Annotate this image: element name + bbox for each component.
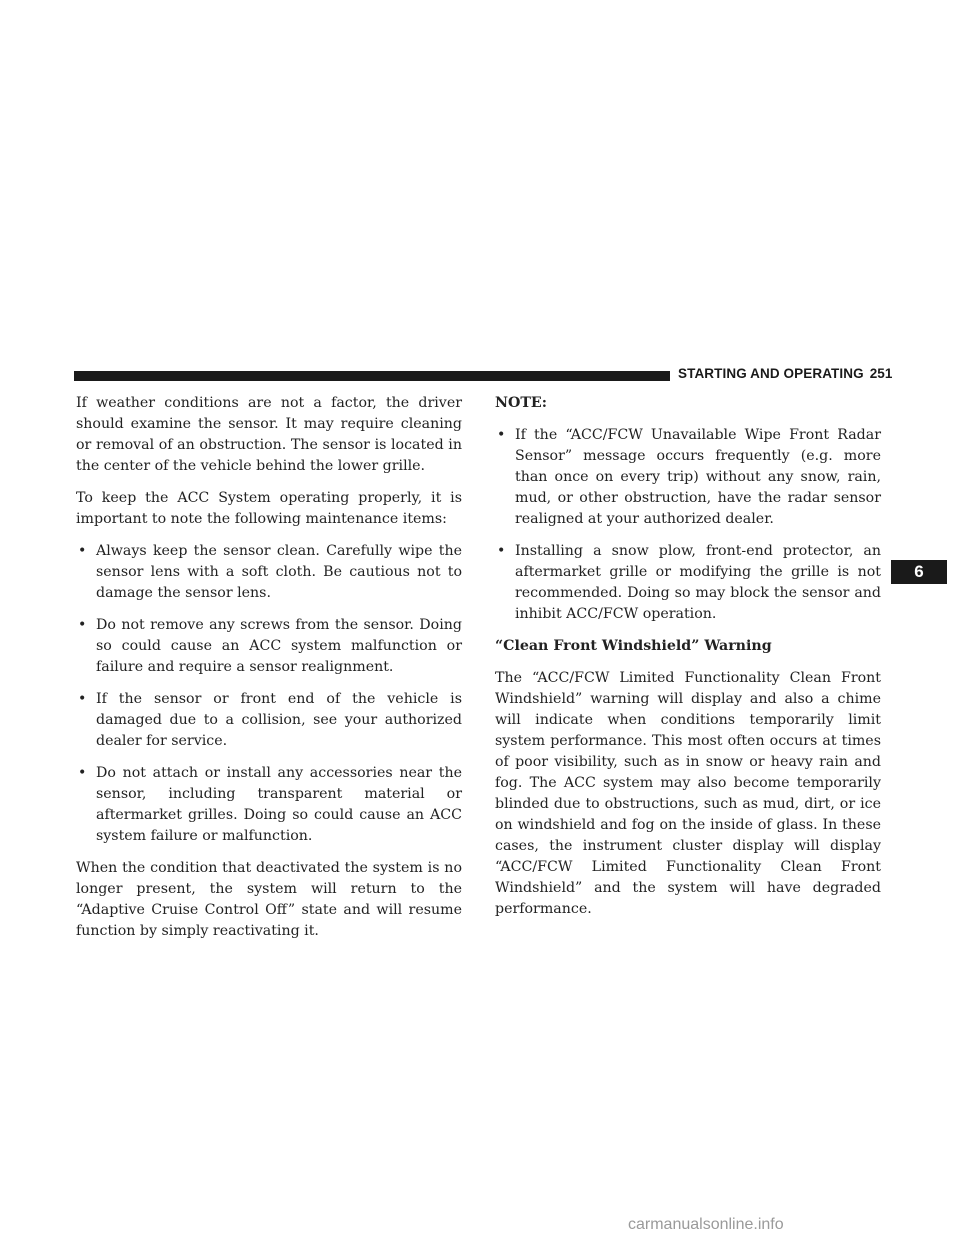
note-list [495, 425, 881, 625]
list-item [495, 425, 881, 530]
page-number: 251 [869, 366, 893, 381]
list-item-text: Installing a snow plow, front-end protector, an aftermarket grille or modifying the grille is not recommended. Doing so may block the sensor and inhibit ACC/FCW operation. [515, 543, 881, 622]
section-title: STARTING AND OPERATING [678, 366, 864, 381]
list-item [495, 541, 881, 625]
paragraph: If weather conditions are not a factor, the driver should examine the sensor. It may require cleaning or removal of an obstruction. The sensor is located in the center of the vehicle behind the lower grille. [76, 395, 462, 474]
paragraph: The “ACC/FCW Limited Functionality Clean Front Windshield” warning will display and also a chime will indicate when conditions temporarily limit system performance. This most often occurs at times of poor visibility, such as in snow or heavy rain and fog. The ACC system may also become temporarily blinded due to obstructions, such as mud, dirt, or ice on windshield and fog on the inside of glass. In these cases, the instrument cluster display will display “ACC/FCW Limited Functionality Clean Front Windshield” and the system will have degraded performance. [495, 670, 881, 917]
maintenance-list [76, 541, 462, 847]
list-item-text: If the sensor or front end of the vehicle is damaged due to a collision, see your authorized dealer for service. [96, 691, 462, 749]
list-item [76, 541, 462, 604]
watermark: carmanualsonline.info [628, 1216, 784, 1233]
paragraph: To keep the ACC System operating properly, it is important to note the following maintenance items: [76, 490, 462, 527]
chapter-tab: 6 [891, 560, 947, 584]
list-item-text: Do not attach or install any accessories near the sensor, including transparent material or aftermarket grilles. Doing so could cause an ACC system failure or malfunction. [96, 765, 462, 844]
list-item-text: If the “ACC/FCW Unavailable Wipe Front Radar Sensor” message occurs frequently (e.g. more than once on every trip) without any snow, rain, mud, or other obstruction, have the radar sensor realigned at your authorized dealer. [515, 427, 881, 527]
list-item-text: Do not remove any screws from the sensor. Doing so could cause an ACC system malfunction or failure and require a sensor realignment. [96, 617, 462, 675]
bullet-icon: • [497, 427, 506, 443]
list-item [76, 615, 462, 678]
list-item [76, 689, 462, 752]
header-rule [74, 371, 670, 381]
section-heading: “Clean Front Windshield” Warning [495, 638, 772, 654]
bullet-icon: • [78, 543, 87, 559]
bullet-icon: • [78, 691, 87, 707]
bullet-icon: • [497, 543, 506, 559]
paragraph: When the condition that deactivated the system is no longer present, the system will return to the “Adaptive Cruise Control Off” state and will resume function by simply reactivating it. [76, 860, 462, 939]
right-column [495, 393, 881, 931]
bullet-icon: • [78, 765, 87, 781]
list-item-text: Always keep the sensor clean. Carefully wipe the sensor lens with a soft cloth. Be cautious not to damage the sensor lens. [96, 543, 462, 601]
left-column [76, 393, 462, 953]
running-header [678, 366, 893, 381]
note-label: NOTE: [495, 395, 547, 411]
bullet-icon: • [78, 617, 87, 633]
list-item [76, 763, 462, 847]
